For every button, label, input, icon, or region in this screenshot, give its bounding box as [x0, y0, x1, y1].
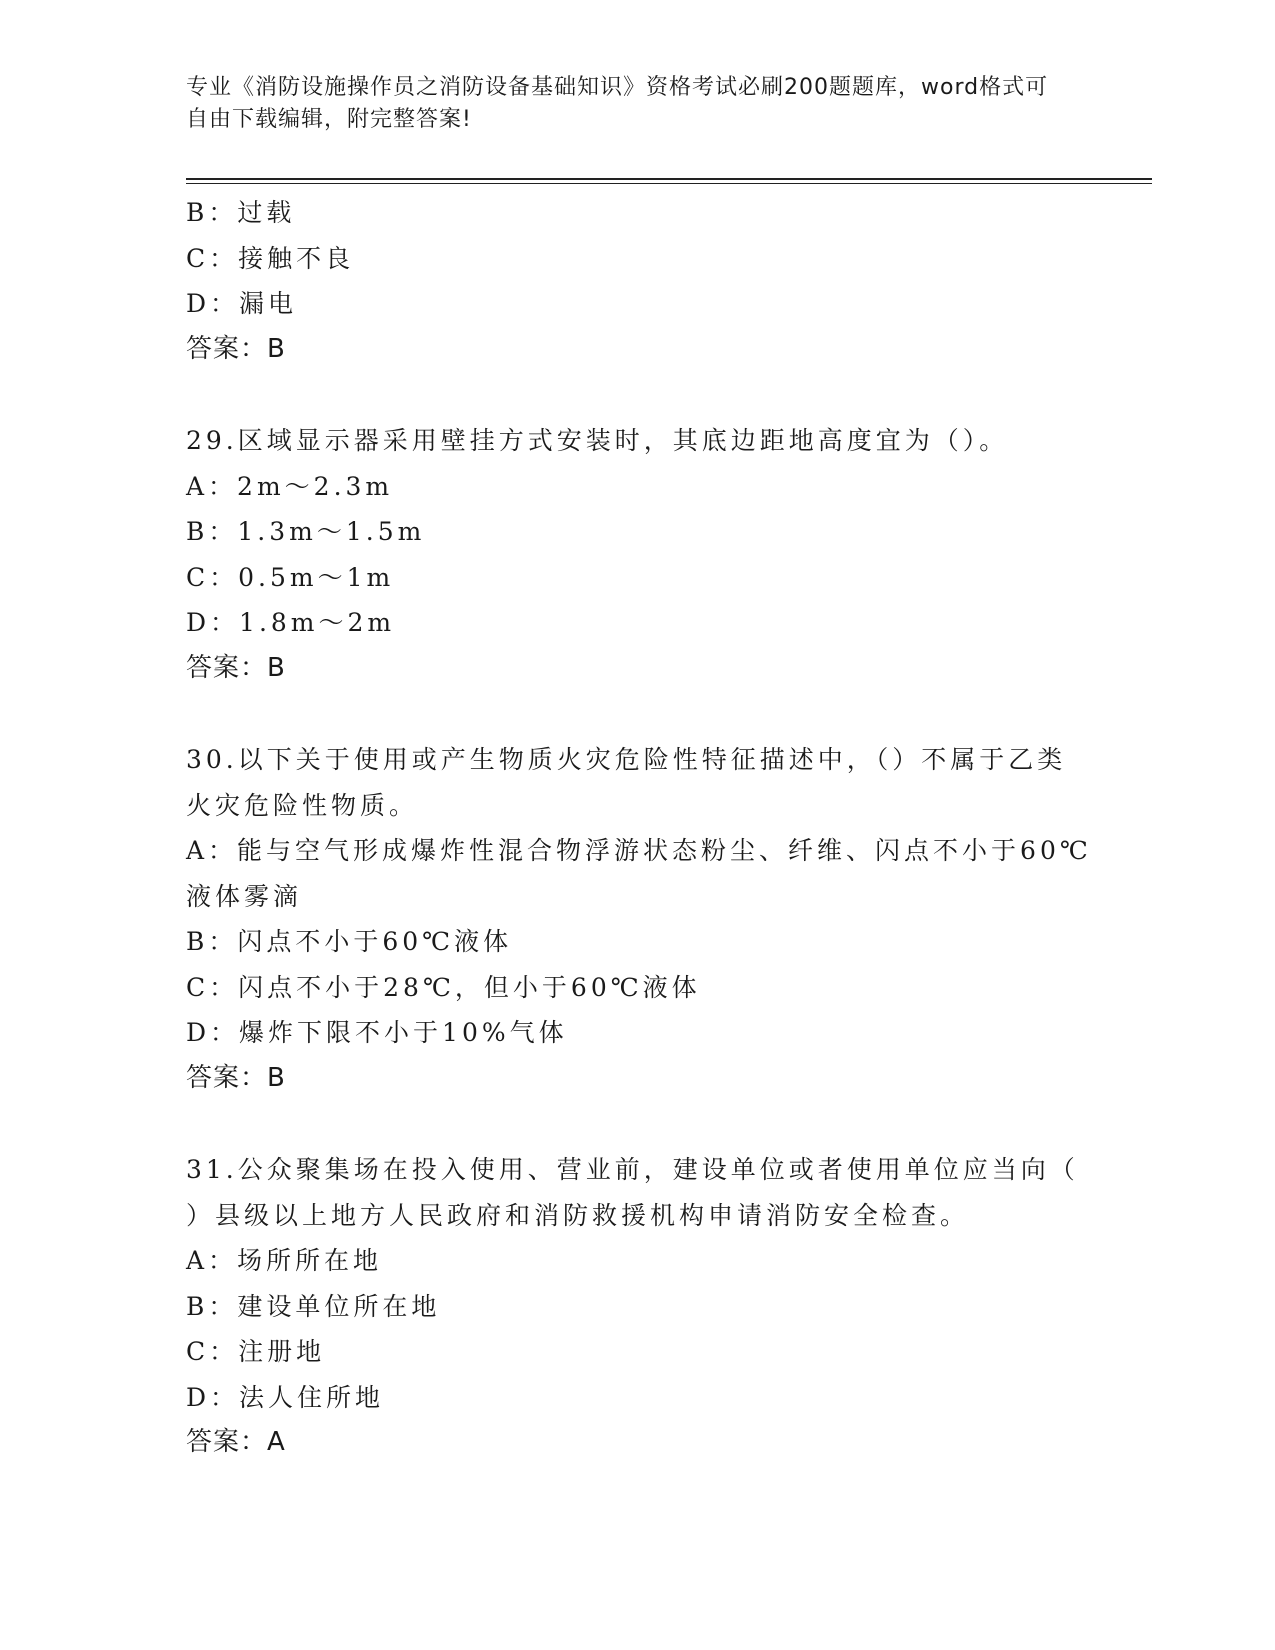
document-header: 专业《消防设施操作员之消防设备基础知识》资格考试必刷200题题库，word格式可自由下载编辑，附完整答案!	[186, 75, 1049, 132]
spacer	[186, 372, 1066, 418]
spacer	[186, 1101, 1066, 1147]
option-a: A：2m～2.3m	[186, 471, 394, 501]
option-b: B：过载	[186, 198, 296, 227]
option-a-line-1: A：能与空气形成爆炸性混合物浮游状态粉尘、纤维、闪点不小于60℃	[186, 836, 1092, 865]
answer: 答案：A	[186, 1427, 286, 1457]
option-d: D：1.8m～2m	[186, 608, 396, 637]
question-text-line-1: 31.公众聚集场在投入使用、营业前，建设单位或者使用单位应当向（	[186, 1155, 1079, 1184]
question-30	[186, 737, 1092, 1101]
question-text: 29.区域显示器采用壁挂方式安装时，其底边距地高度宜为（）。	[186, 426, 1009, 455]
option-a-line-2: 液体雾滴	[186, 881, 303, 911]
option-d: D：法人住所地	[186, 1382, 385, 1412]
spacer	[186, 691, 1066, 737]
question-text-line-2: 火灾危险性物质。	[186, 790, 419, 820]
answer: 答案：B	[186, 333, 286, 364]
option-c: C：0.5m～1m	[186, 562, 395, 592]
question-29	[186, 418, 1066, 691]
question-text-line-1: 30.以下关于使用或产生物质火灾危险性特征描述中，（）不属于乙类	[186, 745, 1067, 774]
answer: 答案：B	[186, 652, 286, 683]
header-rule-thin	[186, 183, 1152, 184]
option-c: C：闪点不小于28℃，但小于60℃液体	[186, 972, 701, 1002]
header-rule-thick	[186, 178, 1152, 180]
option-a: A：场所所在地	[186, 1246, 383, 1275]
question-31	[186, 1147, 1079, 1466]
option-b: B：建设单位所在地	[186, 1291, 441, 1321]
question-28-continued	[186, 190, 1066, 372]
question-text-line-2: ）县级以上地方人民政府和消防救援机构申请消防安全检查。	[186, 1200, 970, 1230]
option-d: D：爆炸下限不小于10%气体	[186, 1018, 568, 1047]
option-c: C：接触不良	[186, 243, 355, 273]
option-b: B：闪点不小于60℃液体	[186, 927, 513, 956]
option-b: B：1.3m～1.5m	[186, 517, 426, 546]
option-d: D：漏电	[186, 289, 298, 318]
option-c: C：注册地	[186, 1337, 326, 1366]
answer: 答案：B	[186, 1062, 286, 1093]
question-content	[186, 190, 1092, 1466]
